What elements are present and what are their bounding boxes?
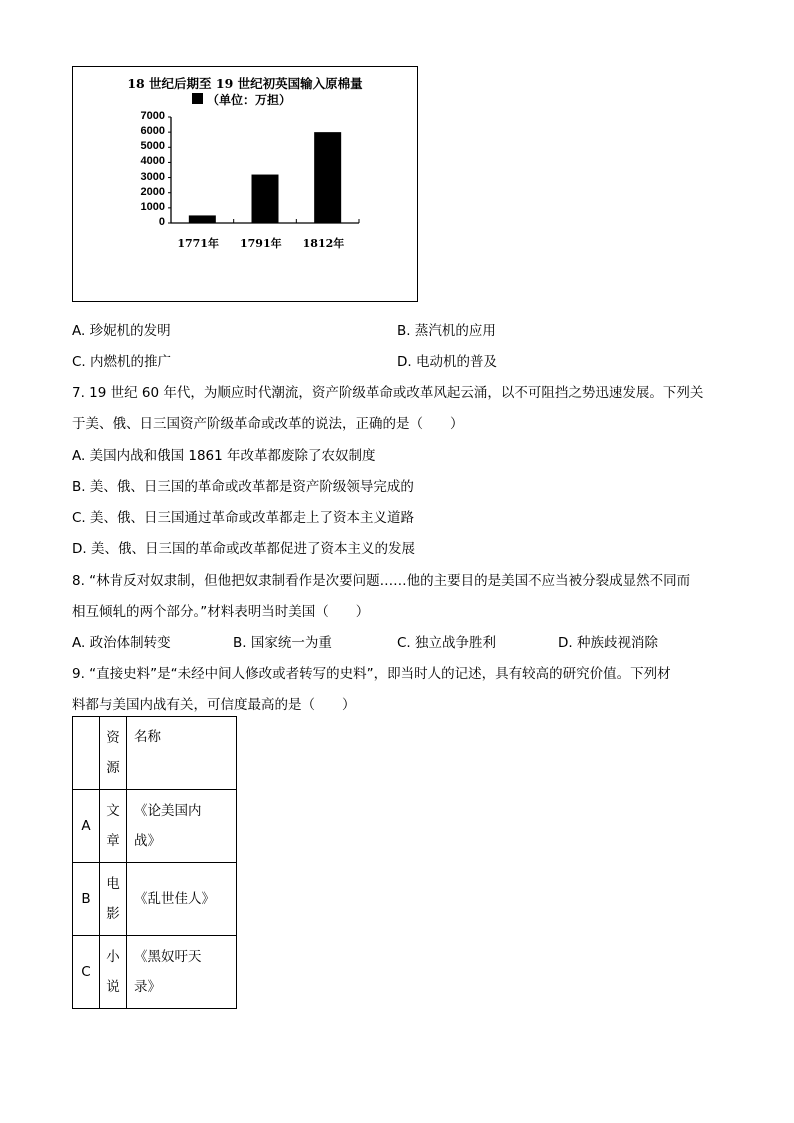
y-tick-label: 4000	[140, 155, 165, 168]
q8-stem-line1: 8. “林肯反对奴隶制，但他把奴隶制看作是次要问题……他的主要目的是美国不应当被分裂成显然不同而	[72, 573, 691, 589]
q7-option-a[interactable]: A. 美国内战和俄国 1861 年改革都废除了农奴制度	[72, 448, 376, 464]
y-tick-label: 1000	[140, 200, 165, 213]
q8-option-a[interactable]: A. 政治体制转变	[72, 635, 171, 651]
bar-1771年	[189, 215, 216, 223]
row-source-char: 说	[106, 979, 120, 995]
row-source-char: 电	[106, 876, 120, 892]
row-name-line: 《论美国内	[134, 803, 202, 819]
q9-stem-line1: 9. “直接史料”是“未经中间人修改或者转写的史料”，即当时人的记述，具有较高的研究价值。下列材	[72, 666, 671, 682]
row-label: A	[73, 790, 100, 863]
row-name-line: 《黑奴吁天	[134, 949, 202, 965]
q6-option-b[interactable]: B. 蒸汽机的应用	[397, 323, 496, 339]
row-source	[100, 863, 127, 936]
header-label-cell	[73, 717, 100, 790]
row-source-char: 章	[106, 833, 120, 849]
bar-1791年	[252, 175, 279, 223]
header-source-cell	[100, 717, 127, 790]
q8-option-b[interactable]: B. 国家统一为重	[233, 635, 332, 651]
q7-stem-line2: 于美、俄、日三国资产阶级革命或改革的说法，正确的是（ ）	[72, 416, 464, 432]
y-tick-label: 0	[158, 216, 165, 228]
q7-option-b[interactable]: B. 美、俄、日三国的革命或改革都是资产阶级领导完成的	[72, 479, 414, 495]
table-row[interactable]	[73, 936, 237, 1009]
row-source-char: 小	[106, 949, 120, 965]
q6-option-c[interactable]: C. 内燃机的推广	[72, 354, 172, 370]
table-row[interactable]	[73, 863, 237, 936]
x-tick-label: 1812年	[302, 237, 345, 250]
header-source-char: 资	[106, 730, 120, 746]
x-tick-label: 1791年	[240, 237, 282, 250]
row-source-char: 影	[106, 906, 120, 922]
row-name	[127, 863, 237, 936]
chart-title: 18 世纪后期至 19 世纪初英国输入原棉量	[127, 76, 363, 91]
row-name	[127, 790, 237, 863]
q7-option-c[interactable]: C. 美、俄、日三国通过革命或改革都走上了资本主义道路	[72, 510, 415, 526]
y-tick-label: 5000	[140, 140, 165, 153]
table-row[interactable]	[73, 790, 237, 863]
y-tick-label: 6000	[140, 125, 165, 138]
q7-stem-line1: 7. 19 世纪 60 年代，为顺应时代潮流，资产阶级革命或改革风起云涌，以不可阻挡之势迅速发展。下列关	[72, 385, 704, 401]
table-header-row	[73, 717, 237, 790]
row-label: C	[73, 936, 100, 1009]
row-name	[127, 936, 237, 1009]
chart-plot	[73, 67, 417, 301]
chart-frame	[72, 66, 418, 302]
q7-option-d[interactable]: D. 美、俄、日三国的革命或改革都促进了资本主义的发展	[72, 541, 415, 557]
q8-option-d[interactable]: D. 种族歧视消除	[558, 635, 658, 651]
q6-option-a[interactable]: A. 珍妮机的发明	[72, 323, 171, 339]
chart-legend: （单位：万担）	[207, 93, 292, 107]
q6-option-d[interactable]: D. 电动机的普及	[397, 354, 497, 370]
q8-stem-line2: 相互倾轧的两个部分。”材料表明当时美国（ ）	[72, 604, 370, 620]
bar-1812年	[314, 132, 341, 223]
row-source	[100, 936, 127, 1009]
y-tick-label: 3000	[140, 170, 165, 183]
header-name-cell: 名称	[127, 717, 237, 790]
header-source-char: 源	[106, 760, 120, 776]
row-name-line: 《乱世佳人》	[134, 891, 215, 907]
row-source-char: 文	[106, 803, 120, 819]
row-source	[100, 790, 127, 863]
y-tick-label: 7000	[140, 110, 165, 122]
source-table	[72, 716, 237, 1009]
row-name-line: 录》	[134, 979, 161, 995]
q9-stem-line2: 料都与美国内战有关，可信度最高的是（ ）	[72, 697, 356, 713]
q8-option-c[interactable]: C. 独立战争胜利	[397, 635, 497, 651]
y-tick-label: 2000	[140, 185, 165, 198]
x-tick-label: 1771年	[177, 237, 219, 250]
row-label: B	[73, 863, 100, 936]
row-name-line: 战》	[134, 833, 161, 849]
